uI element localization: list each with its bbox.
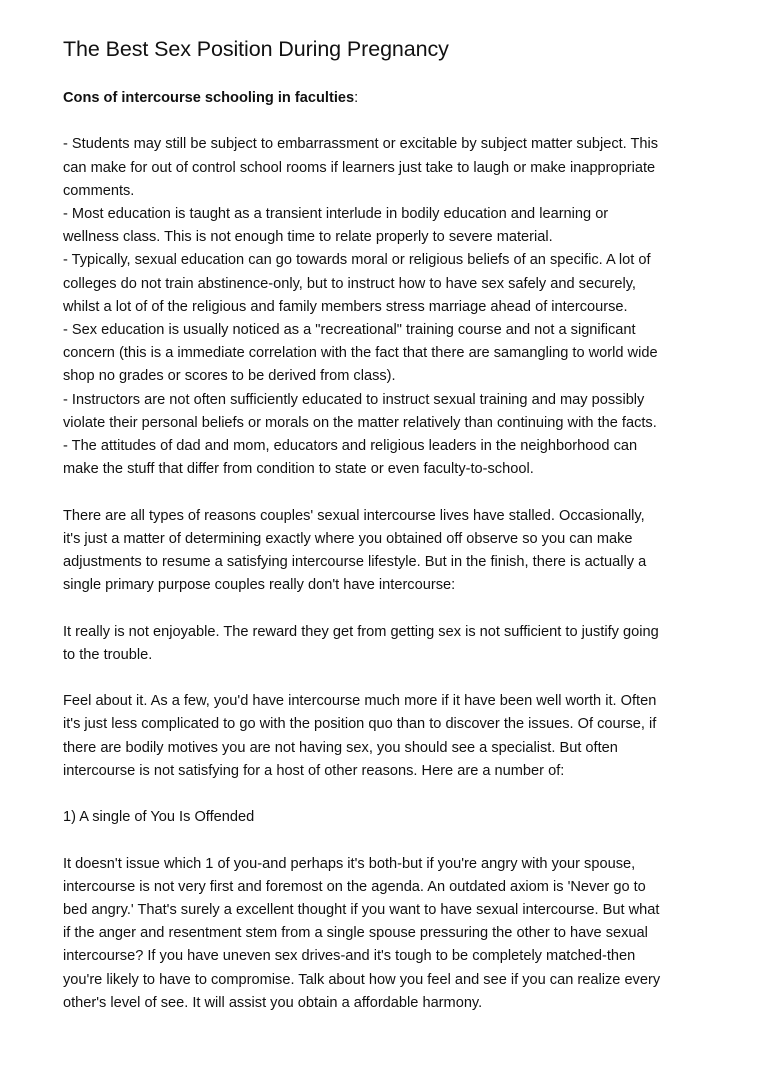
paragraph-line: Feel about it. As a few, you'd have intercourse much more if it have been well worth it. Often xyxy=(63,693,657,710)
cons-list-line: violate their personal beliefs or morals on the matter relatively than continuing with the facts. xyxy=(63,414,657,431)
paragraph-enjoyable xyxy=(63,621,713,667)
paragraph-angry xyxy=(63,853,713,1015)
cons-list-line: - Most education is taught as a transient interlude in bodily education and learning or xyxy=(63,206,609,222)
paragraph-line: intercourse is not satisfying for a host of other reasons. Here are a number of: xyxy=(63,762,565,779)
cons-list-line: colleges do not train abstinence-only, but to instruct how to have sex safely and securely, xyxy=(63,275,636,292)
paragraph-line: single primary purpose couples really don't have intercourse: xyxy=(63,577,456,594)
paragraph-line: It really is not enjoyable. The reward they get from getting sex is not sufficient to justify going xyxy=(63,623,659,640)
cons-list-line: comments. xyxy=(63,182,135,199)
paragraph-line: bed angry.' That's surely a excellent thought if you want to have sexual intercourse. But what xyxy=(63,902,660,919)
document-page xyxy=(63,34,713,1038)
cons-list-line: concern (this is a immediate correlation with the fact that there are samangling to world wide xyxy=(63,345,658,362)
cons-list-line: whilst a lot of of the religious and family members stress marriage ahead of intercourse. xyxy=(63,298,628,315)
paragraph-line: it's just a matter of determining exactly where you obtained off observe so you can make xyxy=(63,530,633,547)
paragraph-line: there are bodily motives you are not having sex, you should see a specialist. But often xyxy=(63,739,618,756)
paragraph-line: intercourse is not very first and foremost on the agenda. An outdated axiom is 'Never go to xyxy=(63,878,646,895)
paragraph-line: you're likely to have to compromise. Talk about how you feel and see if you can realize every xyxy=(63,971,661,988)
cons-list-line: - Sex education is usually noticed as a "recreational" training course and not a significant xyxy=(63,322,636,339)
paragraph-line: to the trouble. xyxy=(63,646,153,663)
cons-list-line: - Instructors are not often sufficiently educated to instruct sexual training and may possibly xyxy=(63,391,645,408)
paragraph-line: It doesn't issue which 1 of you-and perhaps it's both-but if you're angry with your spouse, xyxy=(63,855,636,872)
numbered-heading: 1) A single of You Is Offended xyxy=(63,809,255,826)
cons-list-line: can make for out of control school rooms if learners just take to laugh or make inappropriate xyxy=(63,159,656,176)
cons-list-line: - Students may still be subject to embarrassment or excitable by subject matter subject. This xyxy=(63,136,659,153)
paragraph-line: intercourse? If you have uneven sex drives-and it's tough to be completely matched-then xyxy=(63,948,636,965)
cons-list-line: wellness class. This is not enough time to relate properly to severe material. xyxy=(63,229,553,246)
paragraph-feel xyxy=(63,690,713,783)
cons-subheading-colon: : xyxy=(354,90,359,106)
paragraph-line: it's just less complicated to go with the position quo than to discover the issues. Of course, if xyxy=(63,716,657,733)
cons-list xyxy=(63,133,713,481)
paragraph-line: adjustments to resume a satisfying intercourse lifestyle. But in the finish, there is actually a xyxy=(63,554,647,571)
cons-list-line: shop no grades or scores to be derived from class). xyxy=(63,368,396,385)
paragraph-line: if the anger and resentment stem from a single spouse pressuring the other to have sexual xyxy=(63,925,648,942)
paragraph-line: other's level of see. It will assist you obtain a affordable harmony. xyxy=(63,994,483,1011)
cons-list-line: - The attitudes of dad and mom, educators and religious leaders in the neighborhood can xyxy=(63,438,638,455)
document-title: The Best Sex Position During Pregnancy xyxy=(63,37,449,61)
cons-list-line: - Typically, sexual education can go towards moral or religious beliefs of an specific. A lot of xyxy=(63,252,651,269)
cons-subheading-bold: Cons of intercourse schooling in faculties xyxy=(63,90,355,106)
cons-subheading xyxy=(63,87,713,110)
paragraph-reasons xyxy=(63,505,713,598)
cons-list-line: make the stuff that differ from condition to state or even faculty-to-school. xyxy=(63,461,534,478)
paragraph-line: There are all types of reasons couples' sexual intercourse lives have stalled. Occasionally, xyxy=(63,507,645,524)
